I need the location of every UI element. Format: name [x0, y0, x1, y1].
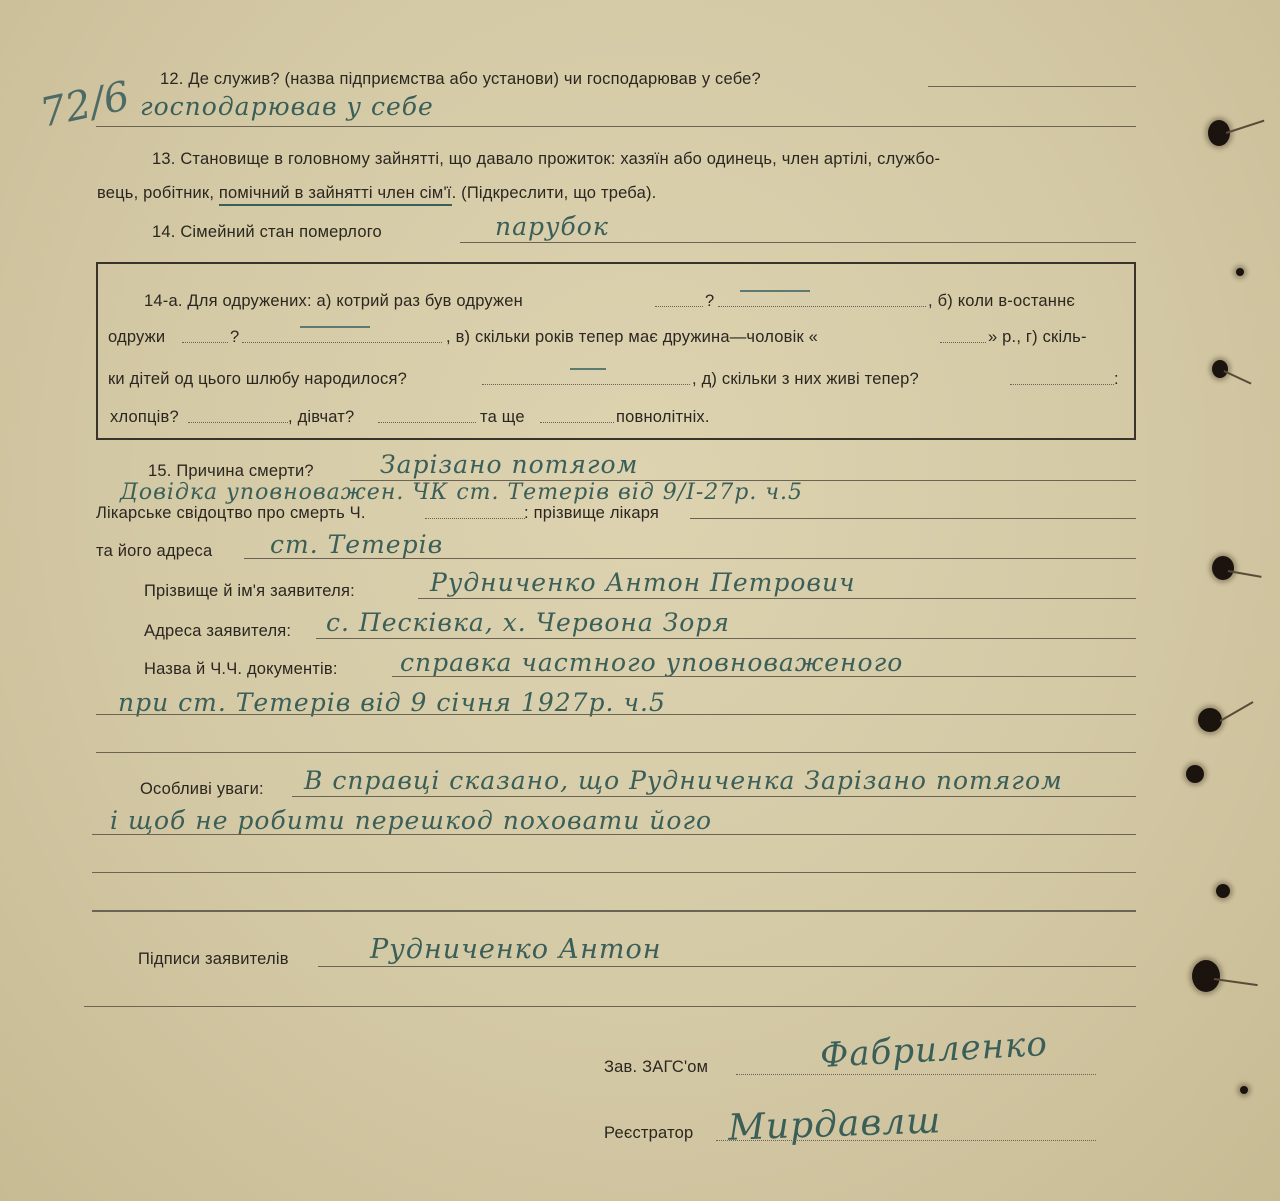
q15-address-line [244, 558, 1136, 559]
zags-line [736, 1074, 1096, 1075]
registrar-line [716, 1140, 1096, 1141]
q15-cert-label: Лікарське свідоцтво про смерть Ч. [96, 504, 366, 522]
zags-sign: Фабриленко [819, 1024, 1049, 1076]
q14a-dots-2 [718, 306, 926, 307]
registrar-label: Реєстратор [604, 1124, 694, 1142]
paper-crack [1224, 370, 1252, 384]
q14a-line1a: 14-а. Для одружених: а) котрий раз був одружен [144, 292, 523, 310]
applicant-docs-answer2: при ст. Тетерів від 9 січня 1927р. ч.5 [118, 688, 666, 717]
applicant-docs-answer: справка частного уповноваженого [400, 648, 904, 677]
q13-underlined-option: помічний в зайнятті член сім'ї [219, 184, 452, 206]
paper-crack [1214, 978, 1258, 986]
q14a-dots-9 [378, 422, 476, 423]
binding-hole [1240, 1086, 1248, 1094]
applicant-docs-label: Назва й Ч.Ч. документів: [144, 660, 338, 678]
applicant-address-label: Адреса заявителя: [144, 622, 292, 640]
paper-crack [1228, 570, 1262, 577]
q14-line [460, 242, 1136, 243]
notes-line1 [292, 796, 1136, 797]
sign-extra-line [84, 1006, 1136, 1007]
notes-answer1: В справці сказано, що Рудниченка Зарізано потягом [304, 766, 1063, 795]
notes-line3 [92, 872, 1136, 873]
applicant-docs-line2 [96, 714, 1136, 715]
q12-line-a [928, 86, 1136, 87]
q14-answer: парубок [495, 212, 609, 241]
q13-line2-end: . (Підкреслити, що треба). [451, 184, 657, 202]
binding-hole [1236, 268, 1244, 276]
q14a-dots-1 [655, 306, 703, 307]
notes-answer2: і щоб не робити перешкод поховати його [110, 806, 713, 835]
q14a-line1b: ? [705, 292, 715, 310]
applicant-name-answer: Рудниченко Антон Петрович [430, 568, 856, 597]
q12-answer: господарював у себе [140, 92, 434, 121]
binding-hole [1216, 884, 1230, 898]
q14a-line4d: повнолітніх. [616, 408, 710, 426]
margin-note: 72/6 [36, 73, 134, 137]
q13-line2 [97, 184, 656, 203]
applicant-docs-line3 [96, 752, 1136, 753]
sign-applicant-label: Підписи заявителів [138, 950, 289, 968]
binding-hole [1212, 360, 1228, 378]
q14a-dash-2 [300, 326, 370, 328]
q14a-dots-5 [940, 342, 986, 343]
q14a-line3c: : [1114, 370, 1119, 388]
q14a-line3a: ки дітей од цього шлюбу народилося? [108, 370, 407, 388]
sign-applicant: Рудниченко Антон [370, 934, 662, 965]
applicant-docs-line [392, 676, 1136, 677]
applicant-name-line [418, 598, 1136, 599]
q15-cert-dots [425, 518, 525, 519]
applicant-address-line [316, 638, 1136, 639]
q14a-line3b: , д) скільки з них живі тепер? [692, 370, 919, 388]
q14a-dots-7 [1010, 384, 1114, 385]
q14a-line2a: одружи [108, 328, 166, 346]
q14a-line2c: , в) скільки років тепер має дружина—чоловік « [446, 328, 819, 346]
notes-line4 [92, 910, 1136, 912]
q14a-dots-8 [188, 422, 288, 423]
q14a-dash-3 [570, 368, 606, 370]
q15-answer: Зарізано потягом [380, 450, 639, 479]
binding-hole [1212, 556, 1234, 580]
applicant-name-label: Прізвище й ім'я заявителя: [144, 582, 355, 600]
registrar-sign: Мирдавлш [727, 1100, 943, 1149]
sign-applicant-line [318, 966, 1136, 967]
q14a-line1c: , б) коли в-останнє [928, 292, 1076, 310]
q15-doctor-label: : прізвище лікаря [524, 504, 660, 522]
notes-label: Особливі уваги: [140, 780, 264, 798]
binding-hole [1192, 960, 1220, 992]
q15-label: 15. Причина смерти? [148, 462, 314, 480]
q13-line2-start: вець, робітник, [97, 184, 219, 202]
q14a-dash-1 [740, 290, 810, 292]
q14a-dots-10 [540, 422, 614, 423]
q12-line-b [96, 126, 1136, 127]
q14a-dots-6 [482, 384, 690, 385]
q15-answer-line2: Довідка уповноважен. ЧК ст. Тетерів від 9/І-27р. ч.5 [120, 480, 804, 505]
q14a-line2b: ? [230, 328, 240, 346]
q14a-dots-3 [182, 342, 228, 343]
paper-crack [1226, 120, 1265, 134]
binding-hole [1186, 765, 1204, 783]
q14a-line4a: хлопців? [110, 408, 179, 426]
q13-line1: 13. Становище в головному зайнятті, що давало прожиток: хазяїн або одинець, член артілі, службо- [152, 150, 941, 168]
q14a-line4b: , дівчат? [288, 408, 355, 426]
binding-hole [1198, 708, 1222, 732]
q15-address-answer: ст. Тетерів [270, 530, 444, 559]
paper-crack [1220, 701, 1254, 721]
zags-label: Зав. ЗАГС'ом [604, 1058, 709, 1076]
q14a-dots-4 [242, 342, 442, 343]
q15-doctor-line [690, 518, 1136, 519]
notes-line2 [92, 834, 1136, 835]
q14-label: 14. Сімейний стан померлого [152, 223, 382, 241]
q15-address-label: та його адреса [96, 542, 213, 560]
applicant-address-answer: с. Песківка, х. Червона Зоря [326, 608, 730, 637]
q14a-line4c: та ще [480, 408, 525, 426]
q12-label: 12. Де служив? (назва підприємства або установи) чи господарював у себе? [160, 70, 761, 88]
q14a-line2d: » р., г) скіль- [988, 328, 1087, 346]
